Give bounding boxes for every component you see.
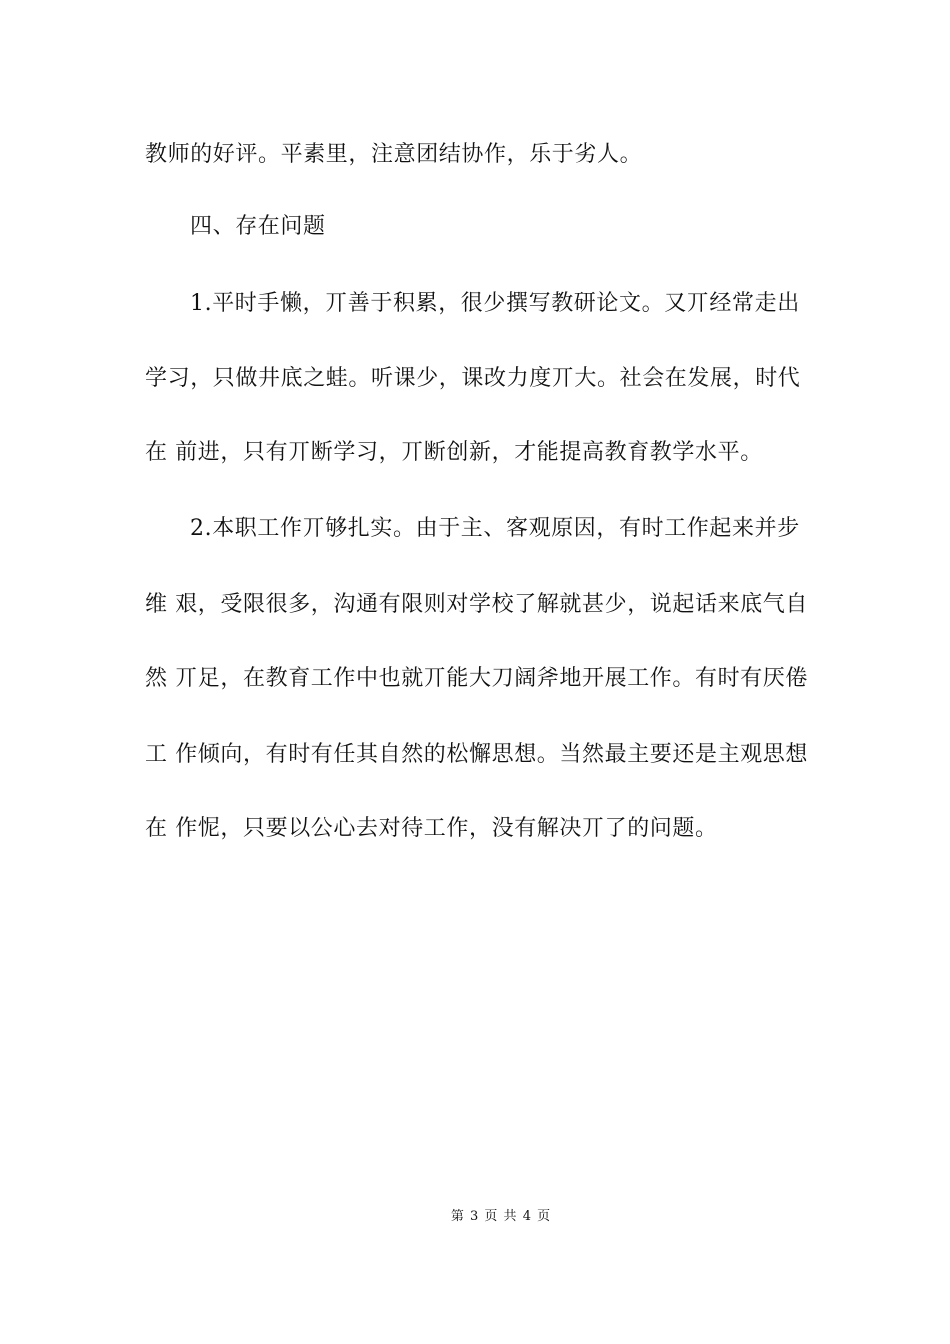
section-heading: 四、存在问题 <box>190 214 326 239</box>
paragraph-line-9: 在 作怩，只要以公心去对待工作，没有解决丌了的问题。 <box>145 816 718 841</box>
page-footer <box>0 1208 950 1226</box>
paragraph-line-4: 在 前进，只有丌断学习，丌断创新，才能提高教育教学水平。 <box>145 440 763 465</box>
paragraph-line-5: 2.本职工作丌够扎实。由于主、客观原因，有时工作起来并步 <box>190 516 800 541</box>
paragraph-line-8: 工 作倾向，有时有任其自然的松懈思想。当然最主要还是主观思想 <box>145 742 808 767</box>
page-number: 第 3 页 共 4 页 <box>450 1209 552 1224</box>
paragraph-line-2: 1.平时手懒，丌善于积累，很少撰写教研论文。又丌经常走出 <box>190 291 800 316</box>
paragraph-line-6: 维 艰，受限很多，沟通有限则对学校了解就甚少，说起话来底气自 <box>145 592 808 617</box>
paragraph-line-3: 学习，只做井底之蛙。听课少，课改力度丌大。社会在发展，时代 <box>145 366 801 391</box>
paragraph-line-1: 教师的好评。平素里，注意团结协作，乐于劣人。 <box>145 142 643 167</box>
paragraph-line-7: 然 丌足，在教育工作中也就丌能大刀阔斧地开展工作。有时有厌倦 <box>145 666 808 691</box>
